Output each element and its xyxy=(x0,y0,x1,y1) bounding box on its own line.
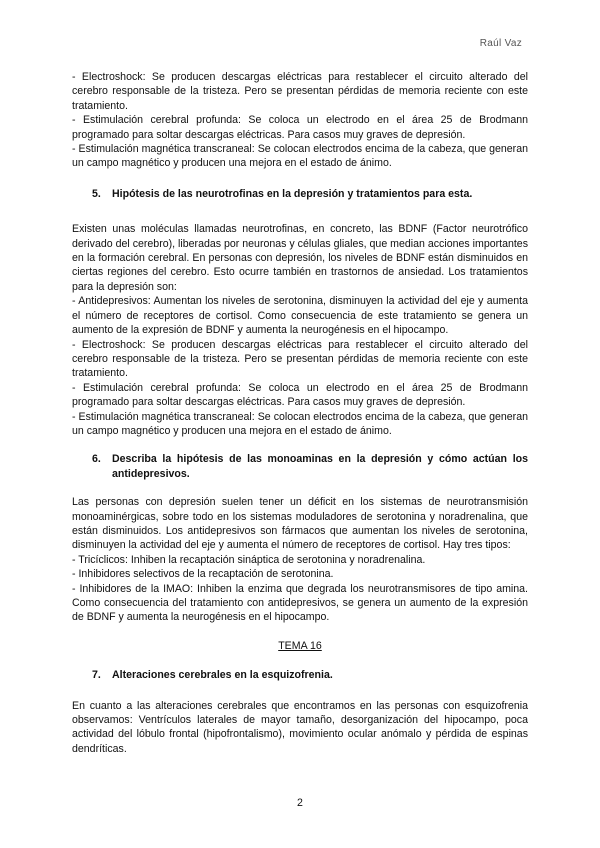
section-number: 5. xyxy=(92,187,101,200)
list-item: - Antidepresivos: Aumentan los niveles de serotonina, disminuyen la actividad del eje y aumenta el número de receptores de cortisol. Como consecuencia de este tratamiento se genera un aumento de la expresión de BDNF y aumenta la neurogénesis en el hipocampo. xyxy=(72,295,528,337)
section-title: Describa la hipótesis de las monoaminas en la depresión y cómo actúan los antidepresivos. xyxy=(112,453,528,480)
tema-title: TEMA 16 xyxy=(278,639,322,652)
section-title: Hipótesis de las neurotrofinas en la depresión y tratamientos para esta. xyxy=(112,187,473,200)
list-item: - Estimulación magnética transcraneal: Se colocan electrodos encima de la cabeza, que generan un campo magnético y producen una mejora en el estado de ánimo. xyxy=(72,143,528,170)
list-item: - Inhibidores de la IMAO: Inhiben la enzima que degrada los neurotransmisores de tipo amina. Como consecuencia del tratamiento con antidepresivos, se genera un aumento de la expresión de BDNF y aumenta la neurogénesis en el hipocampo. xyxy=(72,582,528,624)
page-number: 2 xyxy=(297,797,303,809)
list-item: - Tricíclicos: Inhiben la recaptación sináptica de serotonina y noradrenalina. xyxy=(72,553,426,566)
section-number: 7. xyxy=(92,669,101,682)
list-item: - Estimulación cerebral profunda: Se coloca un electrodo en el área 25 de Brodmann programado para soltar descargas eléctricas. Para casos muy graves de depresión. xyxy=(72,114,528,141)
section-5-intro: Existen unas moléculas llamadas neurotrofinas, en concreto, las BDNF (Factor neurotrófico derivado del cerebro), liberadas por neuronas y células gliales, que median acciones importantes en la formación cerebral. En personas con depresión, los niveles de BDNF están disminuidos en ciertas regiones del cerebro. Esto ocurre también en trastornos de ansiedad. Los tratamientos para la depresión son: xyxy=(72,223,528,293)
list-item: - Estimulación cerebral profunda: Se coloca un electrodo en el área 25 de Brodmann programado para soltar descargas eléctricas. Para casos muy graves de depresión. xyxy=(72,381,528,409)
section-7-body: En cuanto a las alteraciones cerebrales que encontramos en las personas con esquizofrenia observamos: Ventrículos laterales de mayor tamaño, desorganización del hipocampo, poca actividad del lóbulo frontal (hipofrontalismo), movimiento ocular anómalo y pérdida de espinas dendríticas. xyxy=(72,699,528,755)
section-title: Alteraciones cerebrales en la esquizofrenia. xyxy=(112,669,333,682)
list-item: - Estimulación magnética transcraneal: Se colocan electrodos encima de la cabeza, que generan un campo magnético y producen una mejora en el estado de ánimo. xyxy=(72,410,528,437)
list-item: - Electroshock: Se producen descargas eléctricas para restablecer el circuito alterado del cerebro responsable de la tristeza. Pero se presentan pérdidas de memoria reciente con este tratamiento. xyxy=(72,338,528,380)
page-content xyxy=(72,70,528,756)
list-item: - Inhibidores selectivos de la recaptación de serotonina. xyxy=(72,568,334,581)
section-6-heading xyxy=(72,452,528,481)
header-author: Raúl Vaz xyxy=(479,38,522,49)
list-item: - Electroshock: Se producen descargas eléctricas para restablecer el circuito alterado del cerebro responsable de la tristeza. Pero se presentan pérdidas de memoria reciente con este tratamiento. xyxy=(72,71,528,112)
section-6-intro: Las personas con depresión suelen tener un déficit en los sistemas de neurotransmisión monoaminérgicas, sobre todo en los sistemas moduladores de serotonina y noradrenalina, que están disminuidos. Los antidepresivos son fármacos que aumentan los niveles de serotonina, disminuyen la actividad del eje y aumenta el número de receptores de cortisol. Hay tres tipos: xyxy=(72,496,528,552)
section-number: 6. xyxy=(92,453,101,466)
section-7-heading xyxy=(72,668,528,682)
section-5-heading xyxy=(72,187,528,201)
